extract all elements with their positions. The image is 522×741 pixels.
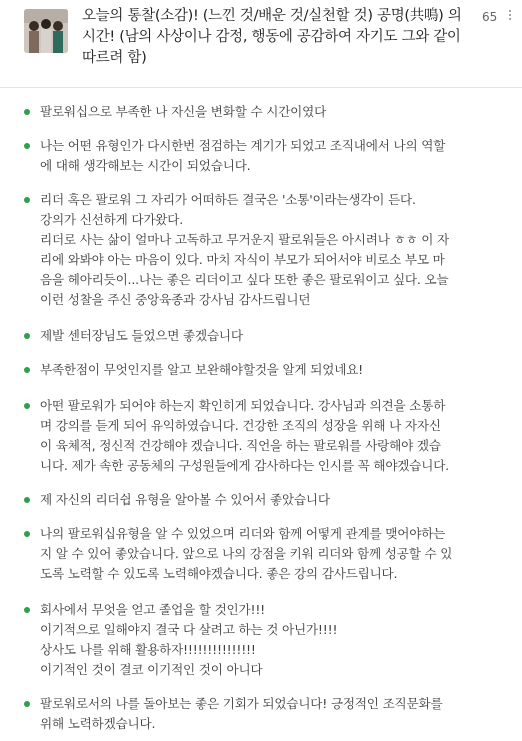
- group-photo-image: [24, 9, 68, 53]
- header-divider: [0, 87, 522, 88]
- more-vertical-icon[interactable]: [507, 8, 513, 24]
- bullet-dot-icon: [24, 333, 30, 339]
- bullet-dot-icon: [24, 367, 30, 373]
- comment-count: 65: [482, 10, 498, 24]
- bullet-dot-icon: [24, 109, 30, 115]
- bullet-dot-icon: [24, 607, 30, 613]
- post-header: [0, 0, 522, 88]
- comment-text: 나는 어떤 유형인가 다시한번 점검하는 계기가 되었고 조직내에서 나의 역할 에 대해 생각해보는 시간이 되었습니다.: [40, 138, 446, 173]
- comment-text: 리더 혹은 팔로워 그 자리가 어떠하든 결국은 '소통'이라는생각이 든다. 강의가 신선하게 다가왔다. 리더로 사는 삶이 얼마나 고독하고 무거운지 팔로워들은 아시려나 ㅎㅎ 이 자 리에 와봐야 아는 마음이 있다. 마치 자식이 부모가 되어서야 비로소 부모 마 음을 헤아리듯이...나는 좋은 리더이고 싶다 또한 좋은 팔로워이고 싶다. 오늘 이런 성찰을 주신 중앙육종과 강사님 감사드립니던: [40, 192, 449, 307]
- bullet-dot-icon: [24, 197, 30, 203]
- comment-text: 팔로워십으로 부족한 나 자신을 변화할 수 시간이였다: [40, 104, 327, 119]
- bullet-dot-icon: [24, 403, 30, 409]
- comment-text: 제 자신의 리더쉽 유형을 알아볼 수 있어서 좋았습니다: [40, 492, 330, 507]
- bullet-dot-icon: [24, 143, 30, 149]
- comment-text: 아떤 팔로워가 되어야 하는지 확인히게 되었습니다. 강사님과 의견을 소통하 며 강의를 듣게 되어 유익하였습니다. 건강한 조직의 성장을 위해 나 자자신 이 육체적, 정신적 건강해야 겠습니다. 직언을 하는 팔로워를 사랑해야 겠습 니다. 제가 속한 공동체의 구성원들에게 감사하다는 인시를 꼭 해야겠습니다.: [40, 398, 449, 473]
- post-title: 오늘의 통찰(소감)! (느낀 것/배운 것/실천할 것) 공명(共鳴) 의 시간! (남의 사상이나 감정, 행동에 공감하여 자기도 그와 같이 따르려 함): [82, 8, 462, 66]
- bullet-dot-icon: [24, 531, 30, 537]
- bullet-dot-icon: [24, 701, 30, 707]
- comment-text: 부족한점이 무엇인지를 알고 보완해야할것을 알게 되었네요!: [40, 362, 364, 377]
- comment-text: 팔로워로서의 나를 돌아보는 좋은 기회가 되었습니다! 긍정적인 조직문화를 위해 노력하겠습니다.: [40, 696, 443, 731]
- post-thumbnail[interactable]: [24, 9, 68, 53]
- comment-text: 나의 팔로워십유형을 알 수 있었으며 리더와 함께 어떻게 관계를 맺어야하는 지 알 수 있어 좋았습니다. 앞으로 나의 강점을 키워 리더와 함께 성공할 수 있 도록 노력할 수 있도록 노력해야겠습니다. 좋은 강의 감사드립니다.: [40, 526, 453, 581]
- comment-text: 회사에서 무엇을 얻고 졸업을 할 것인가!!! 이기적으로 일해야지 결국 다 살려고 하는 것 아닌가!!!! 상사도 나를 위해 활용하자!!!!!!!!!!!!!!! 이기적인 것이 결코 이기적인 것이 아니다: [40, 602, 338, 677]
- comment-text: 제발 센터장님도 들었으면 좋겠습니다: [40, 328, 243, 343]
- bullet-dot-icon: [24, 497, 30, 503]
